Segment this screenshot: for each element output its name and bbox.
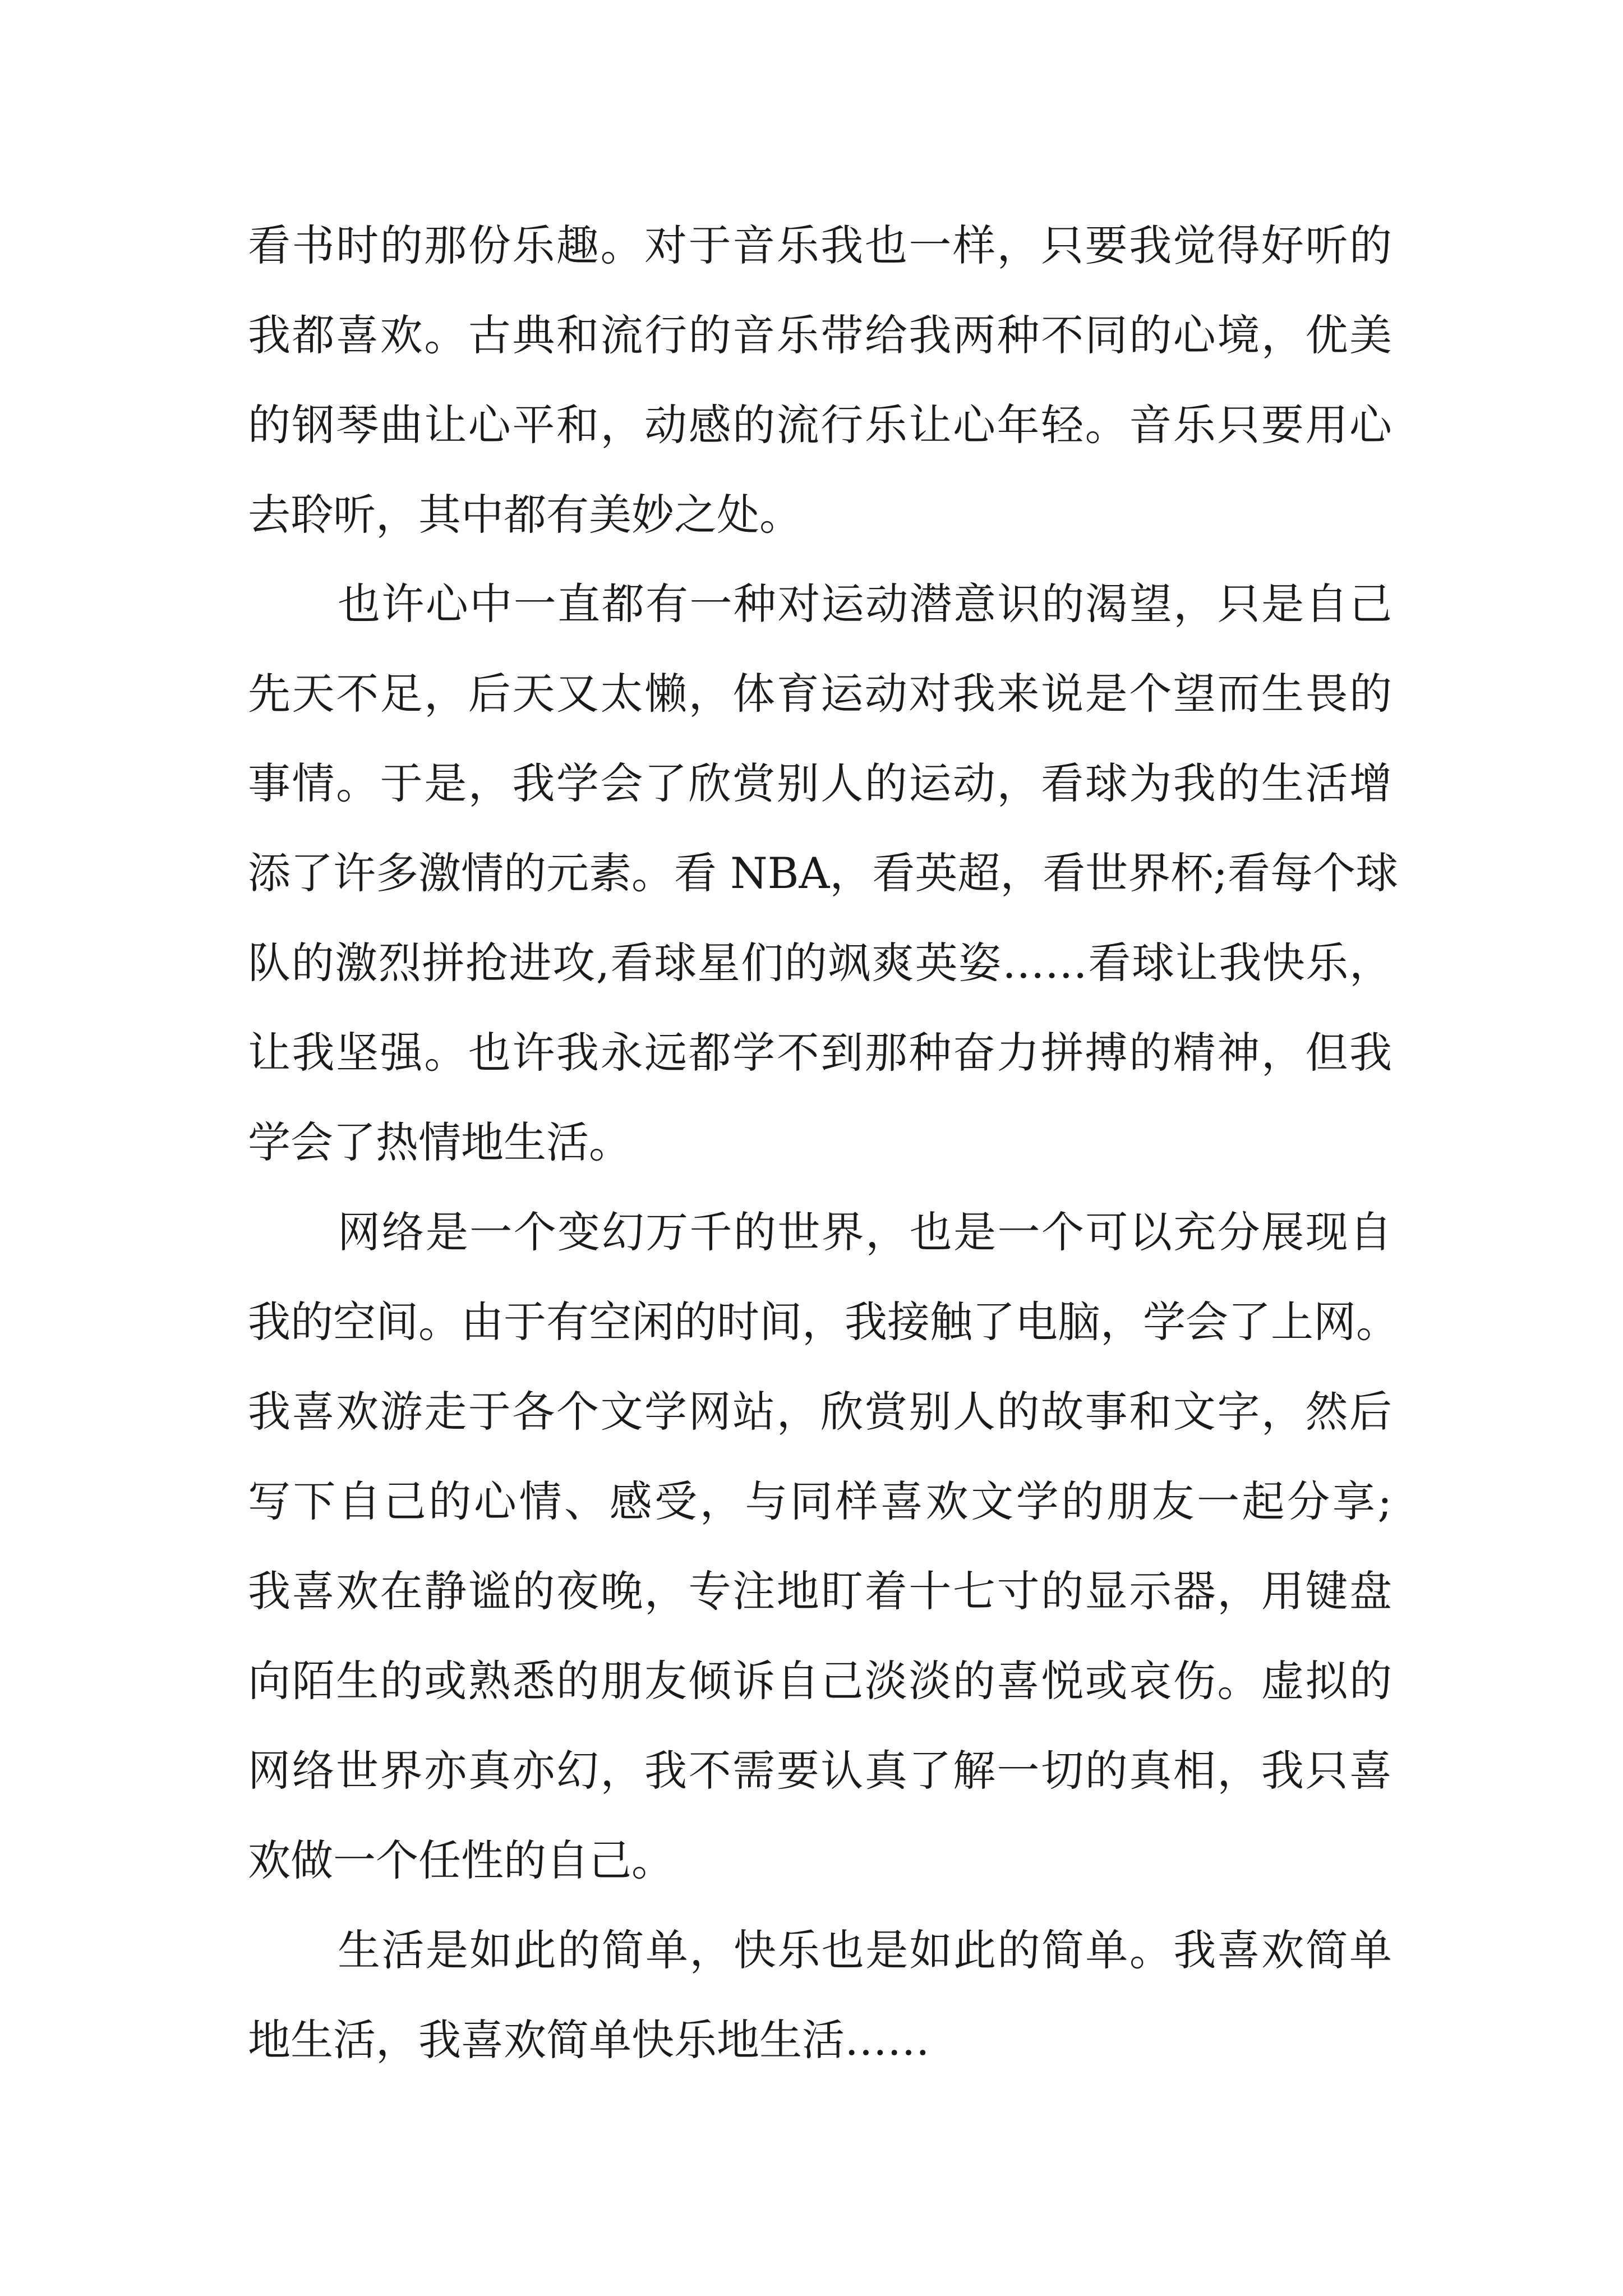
text-line: 去聆听，其中都有美妙之处。 — [248, 490, 802, 540]
text-line: 欢做一个任性的自己。 — [248, 1835, 674, 1885]
text-line: 地生活，我喜欢简单快乐地生活…… — [248, 2015, 930, 2065]
text-line: 让我坚强。也许我永远都学不到那种奋力拼搏的精神，但我 — [248, 1028, 1392, 1078]
text-line: 的钢琴曲让心平和，动感的流行乐让心年轻。音乐只要用心 — [248, 400, 1392, 450]
text-line: 我喜欢在静谧的夜晚，专注地盯着十七寸的显示器，用键盘 — [248, 1566, 1392, 1616]
text-line: 事情。于是，我学会了欣赏别人的运动，看球为我的生活增 — [248, 758, 1392, 808]
text-line: 我喜欢游走于各个文学网站，欣赏别人的故事和文字，然后 — [248, 1387, 1392, 1437]
paragraph-first-line: 也许心中一直都有一种对运动潜意识的渴望，只是自己 — [338, 579, 1392, 629]
text-line: 队的激烈拼抢进攻,看球星们的飒爽英姿……看球让我快乐， — [248, 938, 1392, 988]
text-line: 添了许多激情的元素。看 NBA，看英超，看世界杯;看每个球 — [248, 848, 1398, 898]
text-line: 先天不足，后天又太懒，体育运动对我来说是个望而生畏的 — [248, 669, 1392, 719]
text-line: 看书时的那份乐趣。对于音乐我也一样，只要我觉得好听的 — [248, 220, 1392, 270]
text-line: 我都喜欢。古典和流行的音乐带给我两种不同的心境，优美 — [248, 310, 1392, 360]
text-line: 我的空间。由于有空闲的时间，我接触了电脑，学会了上网。 — [248, 1297, 1399, 1347]
text-line: 向陌生的或熟悉的朋友倾诉自己淡淡的喜悦或哀伤。虚拟的 — [248, 1656, 1392, 1706]
text-line: 学会了热情地生活。 — [248, 1117, 631, 1167]
paragraph-first-line: 生活是如此的简单，快乐也是如此的简单。我喜欢简单 — [338, 1925, 1392, 1975]
text-line: 网络世界亦真亦幻，我不需要认真了解一切的真相，我只喜 — [248, 1746, 1392, 1796]
paragraph-first-line: 网络是一个变幻万千的世界，也是一个可以充分展现自 — [338, 1207, 1392, 1257]
text-line: 写下自己的心情、感受，与同样喜欢文学的朋友一起分享; — [248, 1476, 1392, 1526]
